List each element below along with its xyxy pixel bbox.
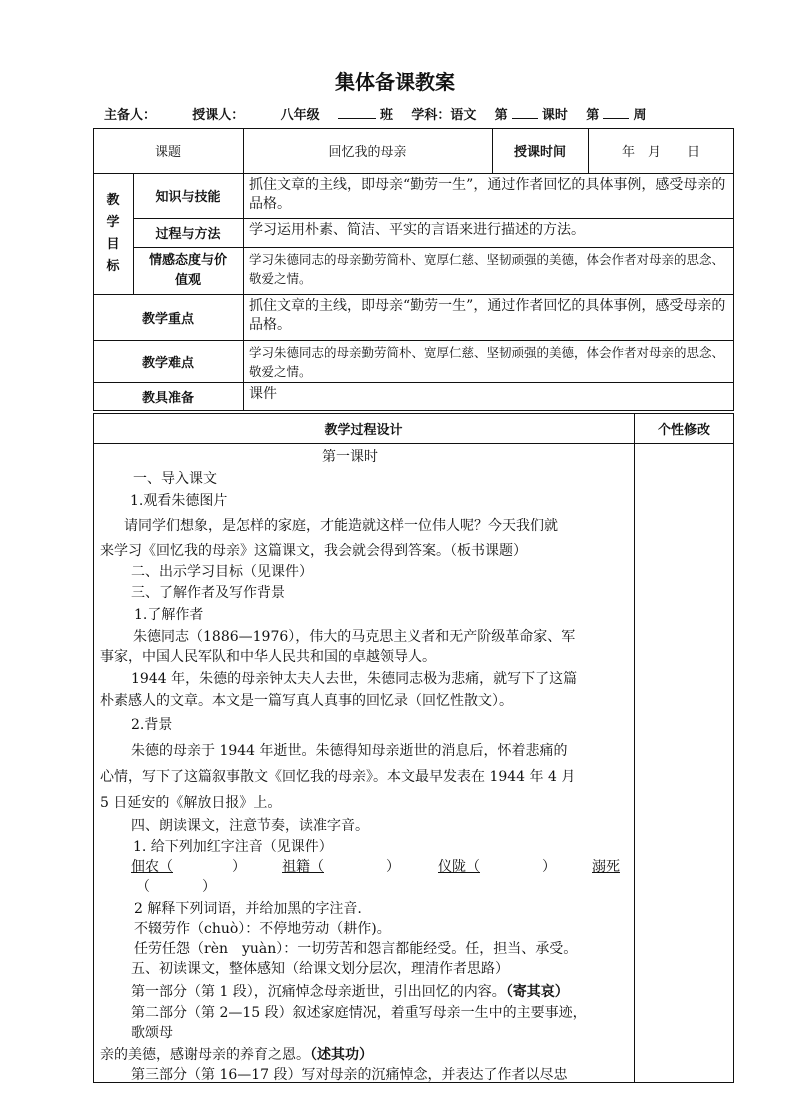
key-points-label: 教学重点 — [141, 311, 194, 327]
preparer-label: 主备人： — [104, 108, 157, 123]
objectives-label: 教 学 目 标 — [106, 192, 120, 274]
process-heading: 教学过程设计 — [324, 422, 403, 438]
word-yi-long: 仪陇（ — [438, 859, 480, 875]
class-suffix: 班 — [380, 108, 394, 123]
sub-heading: 1.观看朱德图片 — [130, 493, 228, 509]
paragraph-line: 1944 年，朱德的母亲钟太夫人去世，朱德同志极为悲痛，就写下了这篇 — [131, 671, 578, 687]
objective-label-emotion: 情感态度与价值观 — [148, 252, 227, 288]
side-heading: 个性修改 — [657, 422, 710, 438]
time-label: 授课时间 — [513, 145, 566, 160]
objective-text-knowledge: 抓住文章的主线，即母亲“勤劳一生”，通过作者回忆的具体事例，感受母亲的品格。 — [249, 177, 726, 212]
paragraph-line: 任劳任怨（rèn yuàn）：一切劳苦和怨言都能经受。任，担当、承受。 — [134, 941, 578, 957]
section-heading: 一、导入课文 — [133, 471, 217, 487]
paragraph-line: 5 日延安的《解放日报》上。 — [100, 795, 282, 811]
sub-heading: 1.了解作者 — [134, 607, 204, 623]
lesson-suffix: 课时 — [541, 108, 568, 123]
paragraph-line: 心情，写下了这篇叙事散文《回忆我的母亲》。本文最早发表在 1944 年 4 月 — [100, 769, 576, 785]
word-ni-si: 溺死 — [592, 859, 620, 875]
objective-label-process: 过程与方法 — [155, 227, 221, 242]
time-value: 年 月 日 — [621, 145, 700, 160]
materials-label: 教具准备 — [141, 391, 194, 406]
paragraph-line: 第三部分（第 16—17 段）写对母亲的沉痛悼念，并表达了作者以尽忠 — [131, 1067, 568, 1083]
paren-close: ） — [202, 879, 216, 895]
paren-close: ） — [232, 859, 246, 875]
word-dian-nong: 佃农（ — [131, 859, 173, 875]
paragraph-line: 不辍劳作（chuò）：不停地劳动（耕作)。 — [134, 921, 391, 937]
key-points-text: 抓住文章的主线，即母亲“勤劳一生”，通过作者回忆的具体事例，感受母亲的品格。 — [249, 298, 726, 333]
section-heading: 五、初读课文，整体感知（给课文划分层次，理清作者思路） — [131, 961, 509, 977]
paren-close: ） — [542, 859, 556, 875]
sub-heading: 2.背景 — [131, 717, 173, 733]
paragraph-line: 来学习《回忆我的母亲》这篇课文，我会就会得到答案。（板书课题） — [100, 543, 527, 559]
paragraph-line: 第一部分（第 1 段），沉痛悼念母亲逝世，引出回忆的内容。（寄其哀） — [131, 984, 569, 1000]
lesson-meta — [104, 104, 647, 123]
teacher-label: 授课人： — [192, 108, 245, 123]
paragraph-line: 请同学们想象，是怎样的家庭，才能造就这样一位伟人呢？今天我们就 — [124, 518, 558, 534]
section-heading: 三、了解作者及写作背景 — [131, 585, 285, 601]
lesson-period: 第一课时 — [322, 449, 378, 465]
sub-heading: 2 解释下列词语，并给加黑的字注音. — [134, 901, 362, 917]
topic-label: 课题 — [154, 145, 181, 160]
week-blank — [603, 107, 629, 119]
word-zu-ji: 祖籍（ — [282, 859, 324, 875]
topic-value: 回忆我的母亲 — [328, 145, 407, 160]
week-prefix: 第 — [586, 108, 600, 123]
objective-label-knowledge: 知识与技能 — [155, 190, 221, 205]
materials-text: 课件 — [249, 386, 277, 402]
paragraph-line: 朱德的母亲于 1944 年逝世。朱德得知母亲逝世的消息后，怀着悲痛的 — [131, 743, 568, 759]
summary-tag: （寄其哀） — [505, 984, 569, 1000]
lesson-prefix: 第 — [494, 108, 508, 123]
sub-heading: 1. 给下列加红字注音（见课件） — [133, 839, 333, 855]
section-heading: 二、出示学习目标（见课件） — [131, 564, 313, 580]
summary-tag: （述其功） — [310, 1047, 373, 1063]
lesson-blank — [512, 107, 538, 119]
difficulties-label: 教学难点 — [141, 355, 194, 371]
paragraph-line: 朴素感人的文章。本文是一篇写真人真事的回忆录（回忆性散文）。 — [100, 693, 513, 709]
paragraph-line: 亲的美德，感谢母亲的养育之恩。（述其功） — [100, 1047, 373, 1063]
paren-close: ） — [386, 859, 400, 875]
section-heading: 四、朗读课文，注意节奏，读准字音。 — [131, 818, 369, 834]
class-blank — [338, 107, 376, 119]
week-suffix: 周 — [633, 108, 647, 123]
grade: 八年级 — [280, 108, 320, 123]
paragraph-line: 朱德同志（1886—1976），伟大的马克思主义者和无产阶级革命家、军 — [133, 629, 576, 645]
paren-open: （ — [136, 879, 150, 895]
subject: 学科：语文 — [411, 108, 477, 123]
page-title: 集体备课教案 — [335, 70, 455, 94]
objective-text-process: 学习运用朴素、简洁、平实的言语来进行描述的方法。 — [249, 222, 585, 238]
objective-text-emotion: 学习朱德同志的母亲勤劳简朴、宽厚仁慈、坚韧顽强的美德，体会作者对母亲的思念、敬爱之情。 — [249, 252, 725, 286]
difficulties-text: 学习朱德同志的母亲勤劳简朴、宽厚仁慈、坚韧顽强的美德，体会作者对母亲的思念、敬爱之情。 — [249, 345, 725, 379]
paragraph-line: 第二部分（第 2—15 段）叙述家庭情况，着重写母亲一生中的主要事迹， — [131, 1005, 587, 1021]
paragraph-line: 歌颂母 — [131, 1025, 173, 1041]
paragraph-line: 事家，中国人民军队和中华人民共和国的卓越领导人。 — [100, 649, 436, 665]
